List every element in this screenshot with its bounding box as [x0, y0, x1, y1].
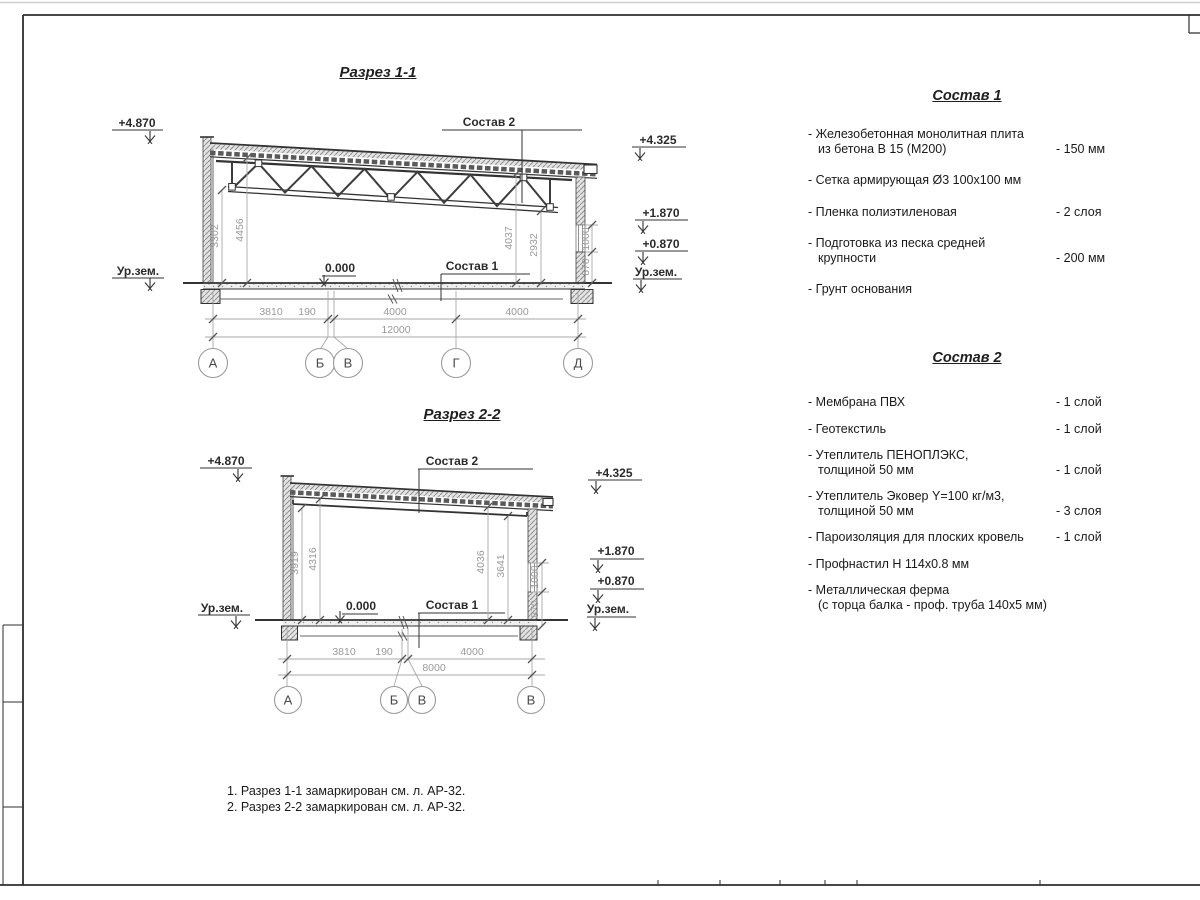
item-value: - 1 слой [1056, 395, 1102, 409]
s1-axis-v: В [343, 355, 353, 371]
s2-ground-right: Ур.зем. [586, 602, 630, 616]
s2-dim-4036: 4036 [475, 550, 487, 574]
s2-dimensions [278, 495, 549, 686]
s1-elev-right-top: +4.325 [639, 133, 677, 147]
s2-axis-markers [275, 687, 545, 714]
s2-elev-right-low: +0.870 [597, 574, 635, 588]
s1-dim-2932: 2932 [528, 233, 540, 257]
composition-1-list [808, 88, 1126, 314]
s1-ground-left: Ур.зем. [116, 264, 160, 278]
s1-dim-12000: 12000 [381, 324, 411, 336]
s1-elev-right-low: +0.870 [642, 237, 680, 251]
s1-axis-a: А [208, 355, 218, 371]
s2-label-sostav2: Состав 2 [425, 454, 479, 468]
s1-foundation-left [201, 290, 220, 304]
section-1-1-title: Разрез 1-1 [339, 64, 417, 81]
s2-axis-v2: В [526, 692, 536, 708]
list-item [808, 557, 1126, 572]
item-value: - 200 мм [1056, 250, 1106, 265]
s2-ground-left: Ур.зем. [200, 601, 244, 615]
s1-axis-d: Д [573, 355, 583, 371]
item-text: - Подготовка из песка средней [808, 236, 986, 250]
s2-dim-4000: 4000 [460, 646, 484, 658]
s2-dim-1000: 1000 [529, 565, 541, 589]
s1-zero-level: 0.000 [324, 261, 356, 275]
list-item [808, 127, 1126, 156]
s1-floor-slab [203, 284, 585, 290]
composition-1-title: Состав 1 [932, 88, 1002, 104]
section-2-2-title: Разрез 2-2 [423, 406, 501, 423]
list-item [808, 422, 1126, 437]
item-value: - 3 слоя [1056, 503, 1102, 518]
s1-axis-g: Г [452, 355, 460, 371]
s1-dim-1000: 1000 [580, 227, 592, 251]
list-item [808, 583, 1126, 612]
s2-elev-right-mid: +1.870 [597, 544, 635, 558]
item-value: - 1 слой [1056, 530, 1102, 544]
s1-dim-3302: 3302 [209, 224, 221, 248]
s2-dim-3919: 3919 [289, 551, 301, 575]
item-text: толщиной 50 мм [818, 462, 914, 477]
section-1-1 [112, 115, 688, 378]
list-item [808, 236, 1126, 265]
top-right-stamp-box [1189, 15, 1200, 33]
item-value: - 150 мм [1056, 141, 1106, 156]
s1-label-sostav2: Состав 2 [462, 115, 516, 129]
s2-label-sostav1: Состав 1 [425, 598, 479, 612]
note-line: 1. Разрез 1-1 замаркирован см. л. АР-32. [227, 784, 466, 798]
composition-2-title: Состав 2 [932, 350, 1002, 366]
list-item [808, 205, 1126, 220]
s2-dim-4316: 4316 [307, 547, 319, 571]
item-text: - Мембрана ПВХ [808, 395, 906, 409]
item-text: толщиной 50 мм [818, 503, 914, 518]
sheet-notes [227, 784, 465, 815]
item-text: - Грунт основания [808, 282, 913, 296]
section-2-2 [198, 454, 644, 714]
list-item [808, 448, 1126, 477]
note-line: 2. Разрез 2-2 замаркирован см. л. АР-32. [227, 799, 466, 814]
s1-axis-b: Б [315, 355, 325, 371]
s1-dim-870: 870 [580, 258, 592, 276]
list-item [808, 489, 1126, 518]
s1-dim-4456: 4456 [234, 218, 246, 242]
item-text: - Пленка полиэтиленовая [808, 204, 957, 219]
s2-axis-v1: В [417, 692, 427, 708]
item-text: - Утеплитель Эковер Y=100 кг/м3, [808, 489, 1005, 503]
s1-ground-right: Ур.зем. [634, 265, 678, 279]
item-text: - Профнастил Н 114х0.8 мм [808, 556, 970, 571]
item-text: - Железобетонная монолитная плита [808, 127, 1024, 141]
item-text: из бетона В 15 (М200) [818, 141, 947, 156]
item-text: (с торца балка - проф. труба 140х5 мм) [818, 597, 1047, 612]
s1-axis-markers [199, 349, 593, 378]
composition-2-list [808, 350, 1126, 624]
s1-dim-190: 190 [298, 306, 316, 318]
s1-elev-right-mid: +1.870 [642, 206, 680, 220]
s2-elev-left-top: +4.870 [207, 454, 245, 468]
item-text: - Металлическая ферма [808, 583, 950, 597]
s2-dim-3810: 3810 [332, 646, 356, 658]
s1-dim-4037: 4037 [503, 226, 515, 250]
s2-foundation-right [520, 626, 537, 640]
s2-zero-level: 0.000 [345, 599, 377, 613]
s2-axis-b: Б [389, 692, 399, 708]
item-text: - Утеплитель ПЕНОПЛЭКС, [808, 448, 969, 462]
s1-elev-left-top: +4.870 [118, 116, 156, 130]
item-text: - Сетка армирующая Ø3 100х100 мм [808, 173, 1022, 187]
left-margin-stamp-cells [3, 625, 23, 885]
s1-foundation-right [571, 290, 593, 304]
item-text: крупности [818, 250, 877, 265]
s2-dim-8000: 8000 [422, 662, 446, 674]
s2-dim-870: 870 [529, 600, 541, 618]
s2-roof-edge-beam [543, 499, 553, 506]
item-value: - 1 слой [1056, 462, 1102, 477]
item-text: - Геотекстиль [808, 421, 887, 436]
s2-dim-3641: 3641 [495, 554, 507, 578]
s2-elev-right-top: +4.325 [595, 466, 633, 480]
s1-dim-4000-a: 4000 [383, 306, 407, 318]
s2-axis-a: А [283, 692, 293, 708]
s2-dim-190: 190 [375, 646, 393, 658]
s2-floor-slab [283, 621, 537, 627]
list-item [808, 395, 1126, 410]
s1-label-sostav1: Состав 1 [445, 259, 499, 273]
list-item [808, 173, 1126, 188]
item-value: - 2 слоя [1056, 204, 1102, 219]
s2-foundation-left [282, 626, 298, 640]
list-item [808, 282, 1126, 297]
item-value: - 1 слой [1056, 421, 1102, 436]
s1-dim-4000-b: 4000 [505, 306, 529, 318]
list-item [808, 530, 1126, 545]
item-text: - Пароизоляция для плоских кровель [808, 530, 1024, 544]
s1-dim-3810: 3810 [259, 306, 283, 318]
s1-roof-edge-beam [584, 165, 597, 174]
